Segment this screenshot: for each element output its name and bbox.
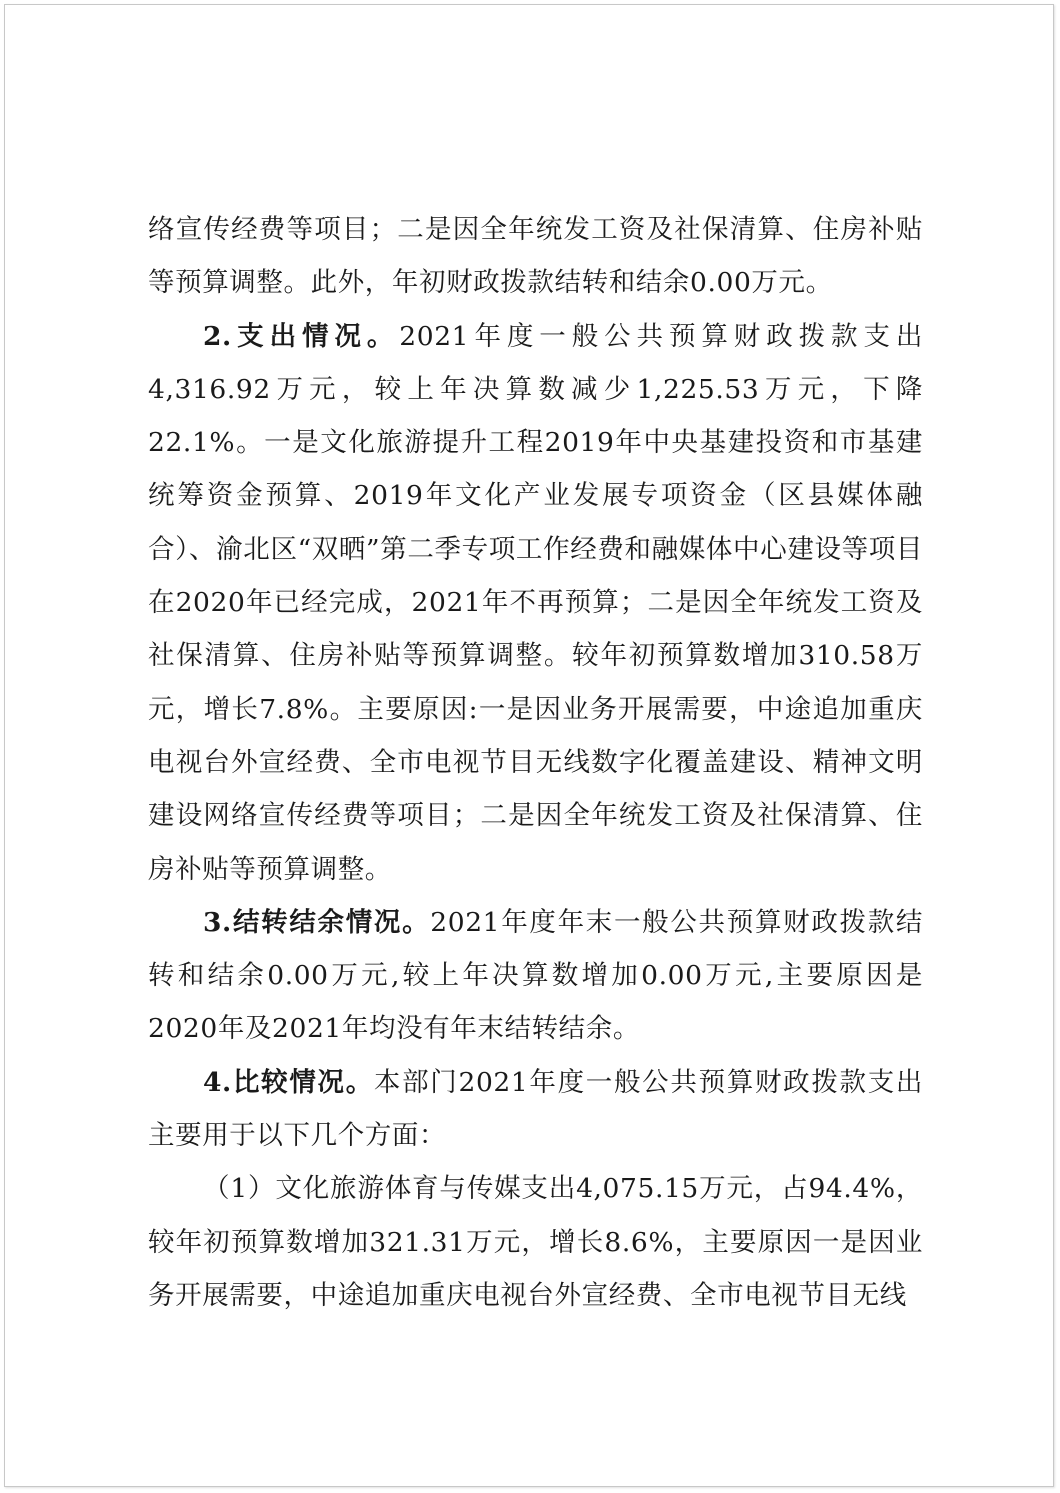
- heading-expenditure: 2.支出情况。: [203, 320, 400, 352]
- paragraph-expenditure-body: 2021年度一般公共预算财政拨款支出4,316.92万元，较上年决算数减少1,225.53万元，下降22.1%。一是文化旅游提升工程2019年中央基建投资和市基建统筹资金预算、2019年文化产业发展专项资金（区县媒体融合）、渝北区“双晒”第二季专项工作经费和融媒体中心建设等项目在2020年已经完成，2021年不再预算；二是因全年统发工资及社保清算、住房补贴等预算调整。较年初预算数增加310.58万元，增长7.8%。主要原因:一是因业务开展需要，中途追加重庆电视台外宣经费、全市电视节目无线数字化覆盖建设、精神文明建设网络宣传经费等项目；二是因全年统发工资及社保清算、住房补贴等预算调整。: [148, 320, 923, 885]
- paragraph-carryover: [148, 896, 923, 1056]
- paragraph-expenditure: [148, 310, 923, 896]
- document-page: [4, 4, 1054, 1487]
- paragraph-1: [148, 203, 923, 310]
- page-body: [148, 203, 923, 1322]
- paragraph-1-body: 络宣传经费等项目；二是因全年统发工资及社保清算、住房补贴等预算调整。此外，年初财政拨款结转和结余0.00万元。: [148, 214, 923, 299]
- paragraph-item-1-body: （1）文化旅游体育与传媒支出4,075.15万元，占94.4%，较年初预算数增加321.31万元，增长8.6%，主要原因一是因业务开展需要，中途追加重庆电视台外宣经费、全市电视节目无线: [148, 1173, 923, 1311]
- paragraph-comparison: [148, 1056, 923, 1163]
- paragraph-carryover-body: 2021年度年末一般公共预算财政拨款结转和结余0.00万元,较上年决算数增加0.00万元,主要原因是2020年及2021年均没有年末结转结余。: [148, 906, 923, 1045]
- paragraph-item-1: [148, 1162, 923, 1322]
- heading-comparison: 4.比较情况。: [203, 1066, 374, 1098]
- heading-carryover: 3.结转结余情况。: [203, 906, 431, 938]
- paragraph-comparison-body: 本部门2021年度一般公共预算财政拨款支出主要用于以下几个方面：: [148, 1066, 923, 1152]
